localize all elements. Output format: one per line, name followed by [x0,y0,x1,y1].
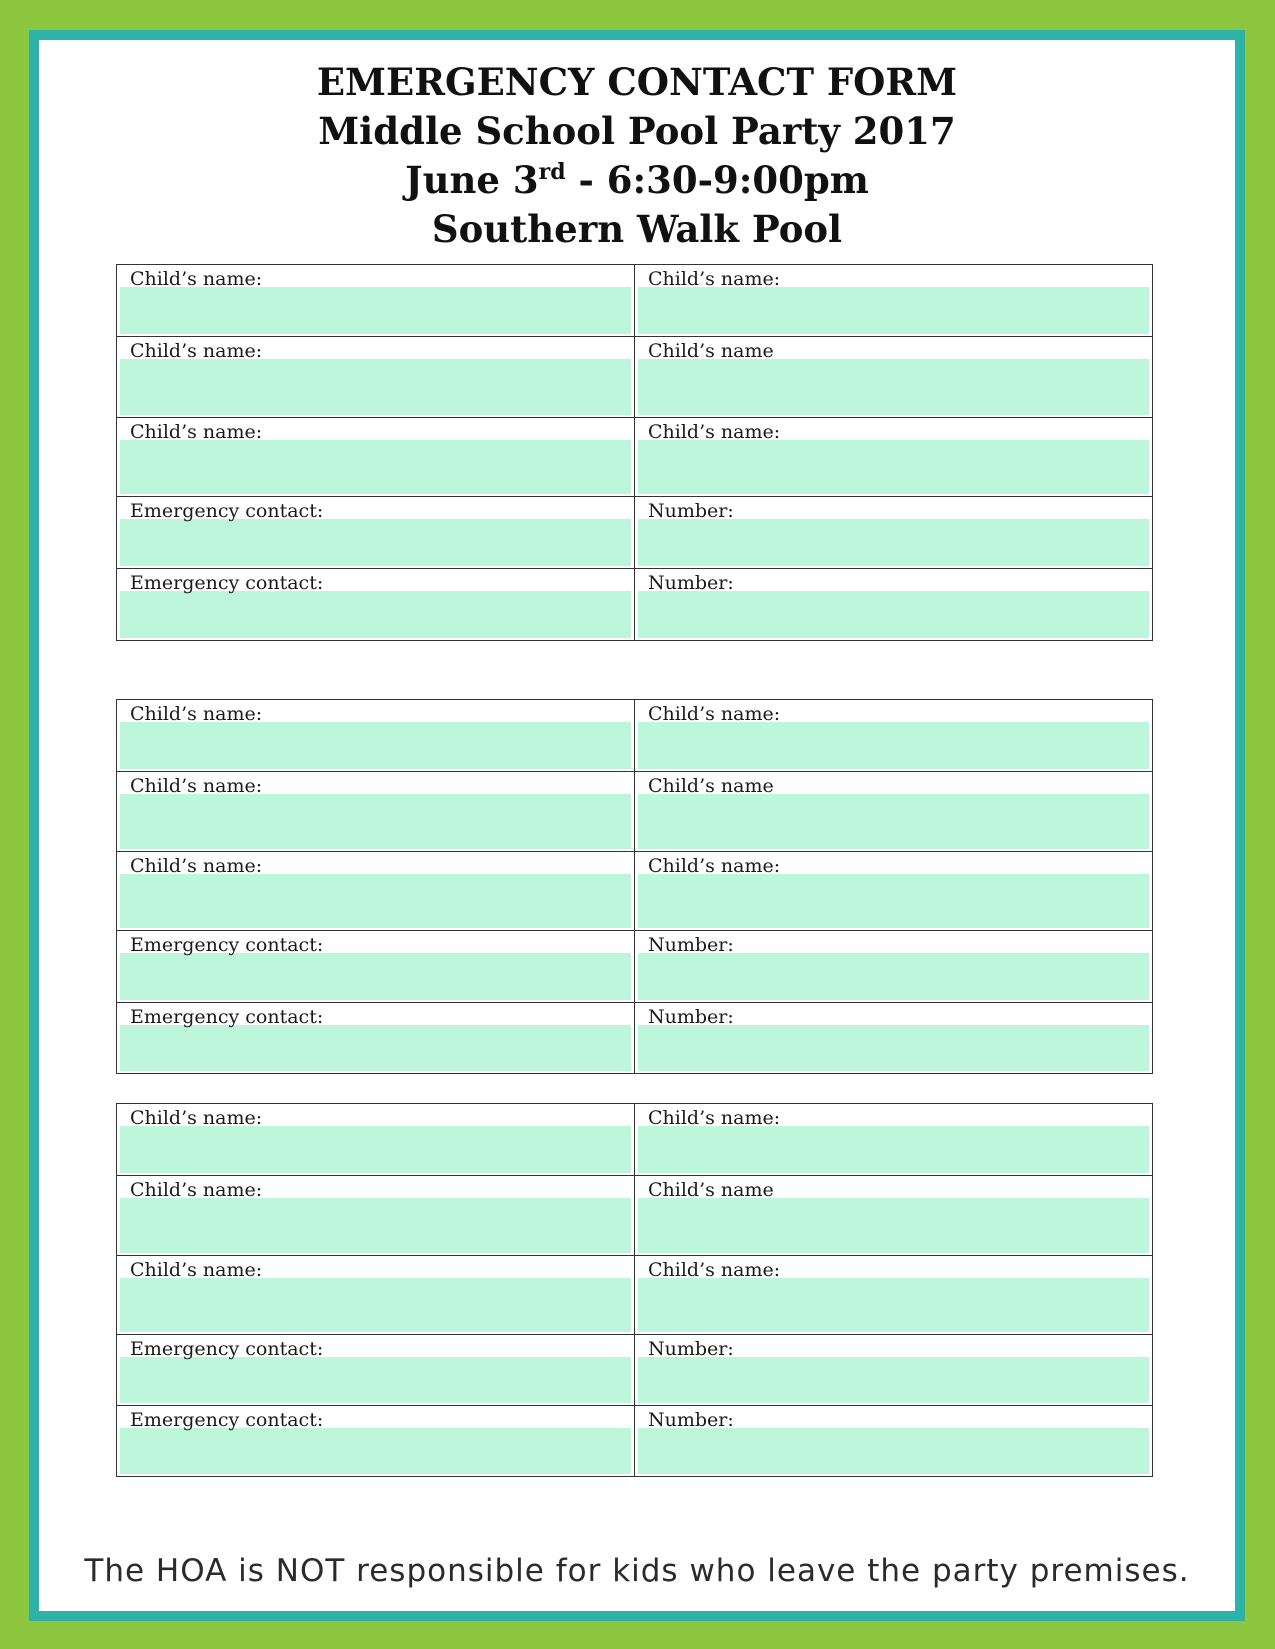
contact-table-1 [116,264,1153,641]
text-input[interactable] [120,591,631,638]
field-label: Emergency contact: [130,572,324,594]
text-input[interactable] [638,359,1149,415]
field-label: Child’s name: [648,855,781,877]
table-row [117,772,1152,852]
text-input[interactable] [120,874,631,928]
form-field[interactable] [635,931,1152,1002]
table-row [117,1406,1152,1476]
form-field[interactable] [635,1256,1152,1334]
table-row [117,1256,1152,1335]
text-input[interactable] [638,591,1149,638]
form-field[interactable] [635,1335,1152,1405]
event-date-time [39,156,1235,205]
text-input[interactable] [120,1025,631,1071]
event-time: - 6:30-9:00pm [565,158,869,202]
form-field[interactable] [117,852,635,930]
field-label: Number: [648,1409,734,1431]
text-input[interactable] [120,359,631,415]
form-field[interactable] [635,337,1152,417]
form-field[interactable] [117,772,635,851]
page-frame [29,30,1245,1621]
text-input[interactable] [638,953,1149,1000]
field-label: Child’s name: [648,268,781,290]
field-label: Number: [648,1338,734,1360]
form-title: EMERGENCY CONTACT FORM [316,60,958,104]
form-field[interactable] [635,497,1152,568]
form-field[interactable] [117,931,635,1002]
field-label: Number: [648,572,734,594]
text-input[interactable] [120,440,631,494]
text-input[interactable] [120,1428,631,1474]
text-input[interactable] [120,1357,631,1403]
field-label: Child’s name: [130,268,263,290]
table-row [117,931,1152,1003]
field-label: Child’s name: [648,703,781,725]
table-row [117,1104,1152,1176]
text-input[interactable] [638,1428,1149,1474]
table-row [117,700,1152,772]
contact-table-3 [116,1103,1153,1477]
text-input[interactable] [638,722,1149,769]
table-row [117,1335,1152,1406]
table-row [117,1176,1152,1256]
table-row [117,337,1152,418]
table-row [117,569,1152,640]
event-date: June 3 [405,158,539,202]
field-label: Emergency contact: [130,1338,324,1360]
event-location: Southern Walk Pool [431,207,843,251]
field-label: Number: [648,500,734,522]
field-label: Child’s name: [648,1259,781,1281]
form-header [39,58,1235,254]
table-row [117,418,1152,497]
field-label: Emergency contact: [130,1409,324,1431]
text-input[interactable] [638,1025,1149,1071]
field-label: Child’s name: [130,340,263,362]
form-field[interactable] [117,1335,635,1405]
text-input[interactable] [120,722,631,769]
field-label: Emergency contact: [130,1006,324,1028]
form-field[interactable] [635,1003,1152,1073]
text-input[interactable] [120,287,631,334]
form-field[interactable] [117,1003,635,1073]
form-field[interactable] [117,497,635,568]
field-label: Child’s name [648,1179,774,1201]
text-input[interactable] [638,1357,1149,1403]
field-label: Child’s name: [130,1259,263,1281]
event-name: Middle School Pool Party 2017 [318,109,956,153]
form-field[interactable] [635,418,1152,496]
text-input[interactable] [638,440,1149,494]
form-field[interactable] [635,569,1152,640]
form-field[interactable] [117,1256,635,1334]
field-label: Child’s name: [130,421,263,443]
text-input[interactable] [120,519,631,566]
form-field[interactable] [635,852,1152,930]
text-input[interactable] [638,1278,1149,1332]
text-input[interactable] [120,1278,631,1332]
text-input[interactable] [638,794,1149,849]
form-field[interactable] [117,1406,635,1476]
date-suffix: rd [538,159,566,185]
form-field[interactable] [117,1176,635,1255]
field-label: Child’s name [648,775,774,797]
contact-table-2 [116,699,1153,1074]
field-label: Child’s name: [130,1107,263,1129]
field-label: Number: [648,934,734,956]
form-field[interactable] [635,265,1152,336]
field-label: Emergency contact: [130,500,324,522]
field-label: Emergency contact: [130,934,324,956]
form-field[interactable] [635,1176,1152,1255]
form-field[interactable] [117,569,635,640]
table-row [117,497,1152,569]
text-input[interactable] [120,794,631,849]
form-field[interactable] [117,1104,635,1175]
form-field[interactable] [117,418,635,496]
liability-disclaimer: The HOA is NOT responsible for kids who leave the party premises. [84,1553,1190,1589]
text-input[interactable] [638,287,1149,334]
form-field[interactable] [635,1406,1152,1476]
form-sheet [39,40,1235,1611]
text-input[interactable] [638,1198,1149,1253]
field-label: Child’s name: [130,775,263,797]
text-input[interactable] [120,1198,631,1253]
form-field[interactable] [635,700,1152,771]
form-field[interactable] [635,772,1152,851]
form-field[interactable] [117,337,635,417]
field-label: Child’s name: [648,421,781,443]
form-field[interactable] [635,1104,1152,1175]
field-label: Child’s name: [130,703,263,725]
text-input[interactable] [638,874,1149,928]
form-field[interactable] [117,700,635,771]
text-input[interactable] [120,1126,631,1173]
form-field[interactable] [117,265,635,336]
field-label: Child’s name [648,340,774,362]
table-row [117,265,1152,337]
text-input[interactable] [638,1126,1149,1173]
table-row [117,1003,1152,1073]
text-input[interactable] [120,953,631,1000]
field-label: Child’s name: [130,1179,263,1201]
text-input[interactable] [638,519,1149,566]
table-row [117,852,1152,931]
field-label: Child’s name: [130,855,263,877]
field-label: Child’s name: [648,1107,781,1129]
field-label: Number: [648,1006,734,1028]
